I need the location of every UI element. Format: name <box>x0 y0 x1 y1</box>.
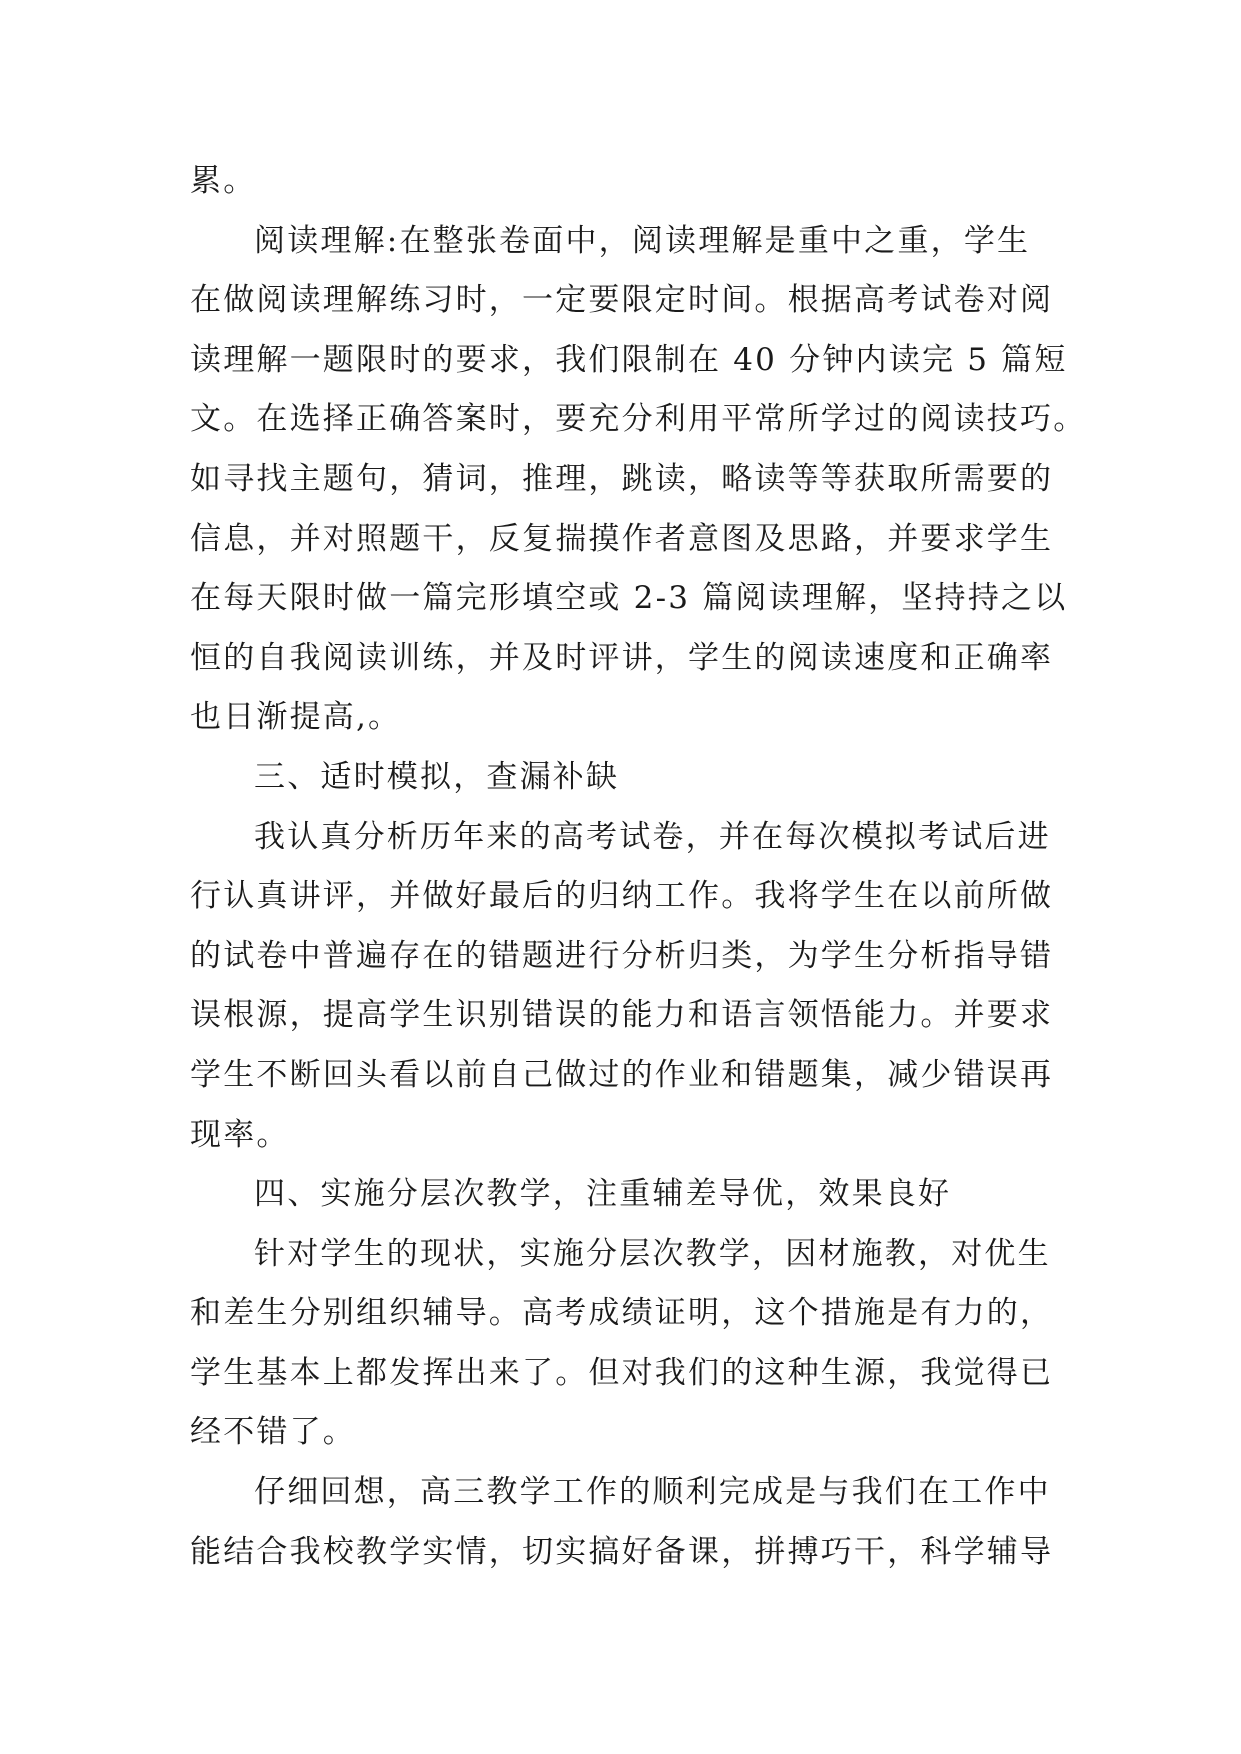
paragraph-start-reading: 阅读理解:在整张卷面中，阅读理解是重中之重，学生 <box>254 222 1031 259</box>
text-line: 能结合我校教学实情，切实搞好备课，拼搏巧干，科学辅导 <box>190 1533 1054 1570</box>
paragraph-start-simulation: 我认真分析历年来的高考试卷，并在每次模拟考试后进 <box>254 818 1051 855</box>
text-line: 的试卷中普遍存在的错题进行分析归类，为学生分析指导错 <box>190 937 1054 974</box>
paragraph-start-summary: 仔细回想，高三教学工作的顺利完成是与我们在工作中 <box>254 1474 1051 1511</box>
section-heading-4: 四、实施分层次教学，注重辅差导优，效果良好 <box>254 1176 952 1213</box>
section-heading-3: 三、适时模拟，查漏补缺 <box>254 758 620 795</box>
text-line: 文。在选择正确答案时，要充分利用平常所学过的阅读技巧。 <box>190 401 1087 438</box>
text-line: 恒的自我阅读训练，并及时评讲，学生的阅读速度和正确率 <box>190 639 1054 676</box>
text-line: 如寻找主题句，猜词，推理，跳读，略读等等获取所需要的 <box>190 460 1054 497</box>
text-line: 也日渐提高,。 <box>190 699 402 736</box>
text-line: 学生不断回头看以前自己做过的作业和错题集，减少错误再 <box>190 1056 1054 1093</box>
text-line: 学生基本上都发挥出来了。但对我们的这种生源，我觉得已 <box>190 1354 1054 1391</box>
text-line: 在做阅读理解练习时，一定要限定时间。根据高考试卷对阅 <box>190 282 1054 319</box>
document-page <box>190 152 1087 1582</box>
text-line: 读理解一题限时的要求，我们限制在 40 分钟内读完 5 篇短 <box>190 341 1068 378</box>
paragraph-start-tiered: 针对学生的现状，实施分层次教学，因材施教，对优生 <box>254 1235 1051 1272</box>
text-line: 行认真讲评，并做好最后的归纳工作。我将学生在以前所做 <box>190 878 1054 915</box>
text-line: 在每天限时做一篇完形填空或 2-3 篇阅读理解，坚持持之以 <box>190 580 1068 617</box>
text-line: 经不错了。 <box>190 1414 356 1451</box>
text-line: 累。 <box>190 163 257 199</box>
text-line: 信息，并对照题干，反复揣摸作者意图及思路，并要求学生 <box>190 520 1054 557</box>
text-line: 和差生分别组织辅导。高考成绩证明，这个措施是有力的， <box>190 1295 1054 1332</box>
text-line: 现率。 <box>190 1116 290 1153</box>
text-line: 误根源，提高学生识别错误的能力和语言领悟能力。并要求 <box>190 997 1054 1034</box>
